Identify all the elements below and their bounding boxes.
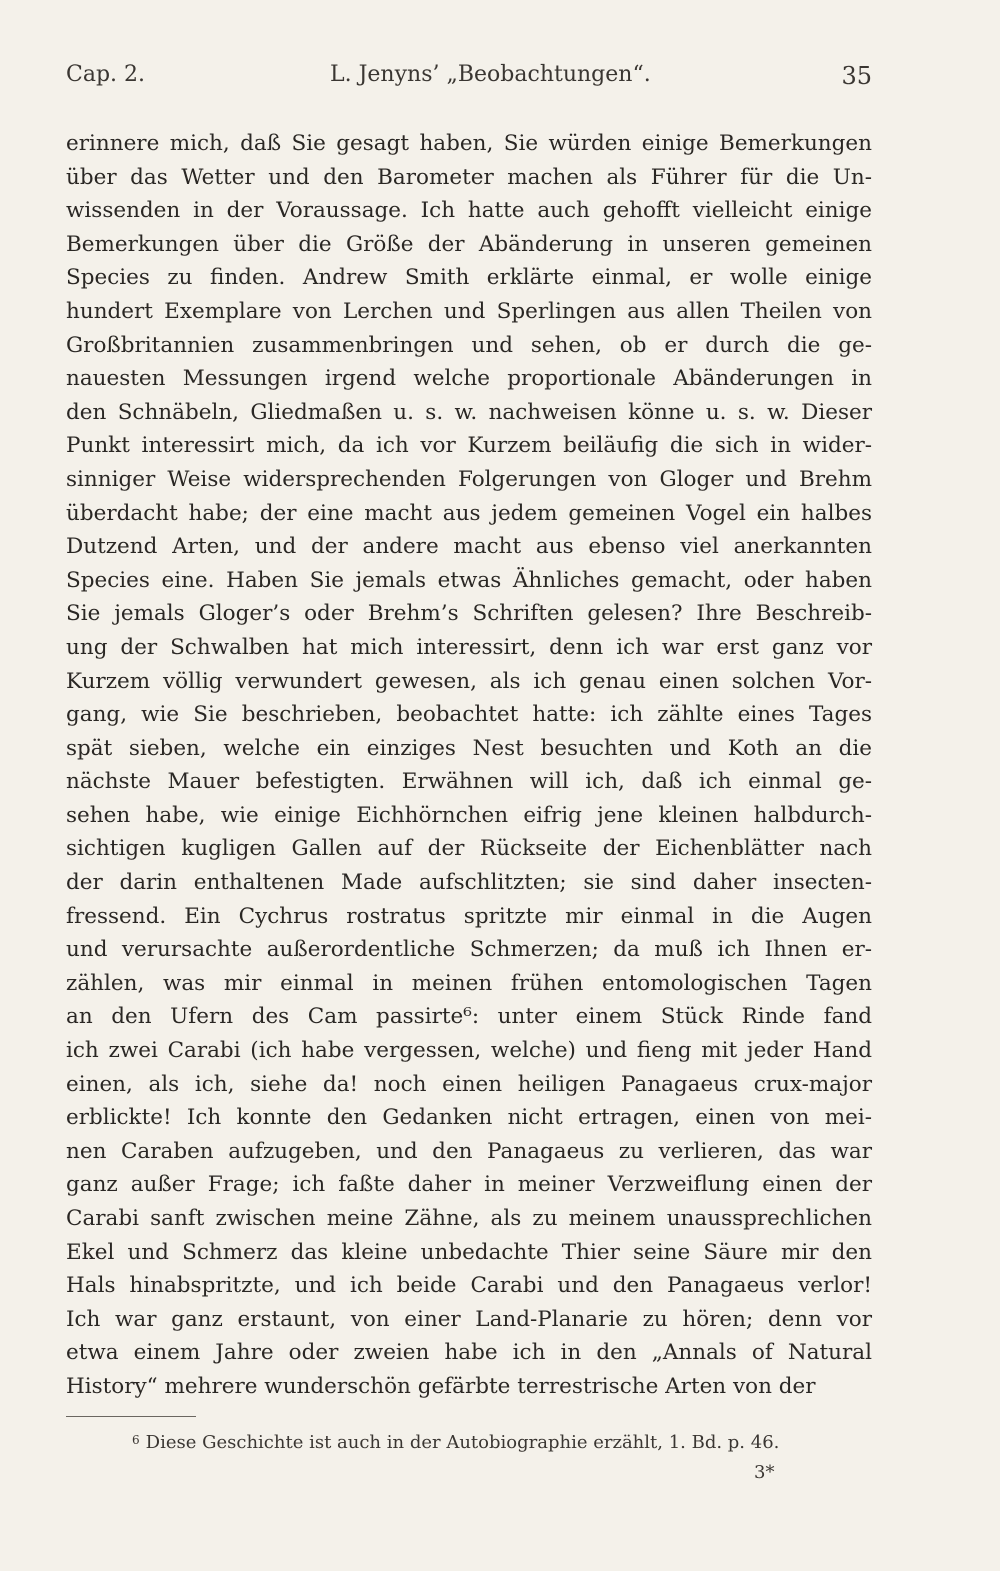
text-line: History“ mehrere wunderschön gefärbte terrestrische Arten von der [66,1373,816,1399]
text-line: Bemerkungen über die Größe der Abänderung in unseren gemeinen [66,231,872,257]
text-line: Species eine. Haben Sie jemals etwas Ähnliches gemacht, oder haben [66,567,872,593]
footnote-rule [66,1416,196,1417]
text-line: den Schnäbeln, Gliedmaßen u. s. w. nachweisen könne u. s. w. Dieser [66,399,872,425]
running-title: L. Jenyns’ „Beobachtungen“. [330,62,651,87]
text-line: nen Caraben aufzugeben, und den Panagaeus zu verlieren, das war [66,1138,872,1164]
text-line: nauesten Messungen irgend welche proportionale Abänderungen in [66,366,872,392]
text-line: gang, wie Sie beschrieben, beobachtet hatte: ich zählte eines Tages [66,702,872,728]
footnote-marker: 6 [132,1433,140,1447]
text-line: wissenden in der Voraussage. Ich hatte auch gehofft vielleicht einige [66,198,872,224]
text-line: fressend. Ein Cychrus rostratus spritzte mir einmal in die Augen [66,903,872,929]
text-line: überdacht habe; der eine macht aus jedem gemeinen Vogel ein halbes [66,500,872,526]
body-text [66,127,872,1404]
text-line: ung der Schwalben hat mich interessirt, denn ich war erst ganz vor [66,634,872,660]
text-line: Species zu finden. Andrew Smith erklärte einmal, er wolle einige [66,265,872,291]
text-line: Carabi sanft zwischen meine Zähne, als zu meinem unaussprechlichen [66,1206,872,1231]
text-line: spät sieben, welche ein einziges Nest besuchten und Koth an die [66,735,872,761]
text-line: einen, als ich, siehe da! noch einen heiligen Panagaeus crux-major [66,1071,872,1097]
page-number: 35 [841,62,872,90]
text-line: Großbritannien zusammenbringen und sehen, ob er durch die ge- [66,332,872,358]
text-line: ganz außer Frage; ich faßte daher in meiner Verzweiflung einen der [66,1172,872,1198]
text-line: erblickte! Ich konnte den Gedanken nicht ertragen, einen von mei- [66,1105,872,1131]
text-line: Hals hinabspritzte, und ich beide Carabi und den Panagaeus verlor! [66,1273,872,1299]
signature-mark: 3* [754,1462,775,1483]
text-line: über das Wetter und den Barometer machen als Führer für die Un- [66,164,872,190]
text-line: sichtigen kugligen Gallen auf der Rückseite der Eichenblätter nach [66,836,872,862]
running-head [66,62,872,98]
chapter-label: Cap. 2. [66,62,146,87]
footnote [132,1432,779,1453]
text-line: Punkt interessirt mich, da ich vor Kurzem beiläufig die sich in wider- [66,433,872,459]
text-line: Sie jemals Gloger’s oder Brehm’s Schriften gelesen? Ihre Beschreib- [66,601,872,627]
text-line: nächste Mauer befestigten. Erwähnen will ich, daß ich einmal ge- [66,769,872,795]
text-line: sehen habe, wie einige Eichhörnchen eifrig jene kleinen halbdurch- [66,802,872,828]
text-line: etwa einem Jahre oder zweien habe ich in den „Annals of Natural [66,1340,872,1366]
text-line: Kurzem völlig verwundert gewesen, als ich genau einen solchen Vor- [66,668,872,694]
text-line: ich zwei Carabi (ich habe vergessen, welche) und fieng mit jeder Hand [66,1038,872,1064]
text-line: zählen, was mir einmal in meinen frühen entomologischen Tagen [66,970,872,996]
text-line: der darin enthaltenen Made aufschlitzten; sie sind daher insecten- [66,870,872,896]
text-line: Dutzend Arten, und der andere macht aus ebenso viel anerkannten [66,534,872,560]
text-line: und verursachte außerordentliche Schmerzen; da muß ich Ihnen er- [66,937,872,963]
text-line: an den Ufern des Cam passirte⁶: unter einem Stück Rinde fand [66,1004,872,1030]
text-line: erinnere mich, daß Sie gesagt haben, Sie würden einige Bemerkungen [66,131,872,156]
text-line: Ekel und Schmerz das kleine unbedachte Thier seine Säure mir den [66,1239,872,1265]
text-line: Ich war ganz erstaunt, von einer Land-Planarie zu hören; denn vor [66,1306,872,1332]
footnote-text: Diese Geschichte ist auch in der Autobiographie erzählt, 1. Bd. p. 46. [145,1432,780,1453]
text-line: sinniger Weise widersprechenden Folgerungen von Gloger und Brehm [66,466,872,492]
text-line: hundert Exemplare von Lerchen und Sperlingen aus allen Theilen von [66,298,872,324]
